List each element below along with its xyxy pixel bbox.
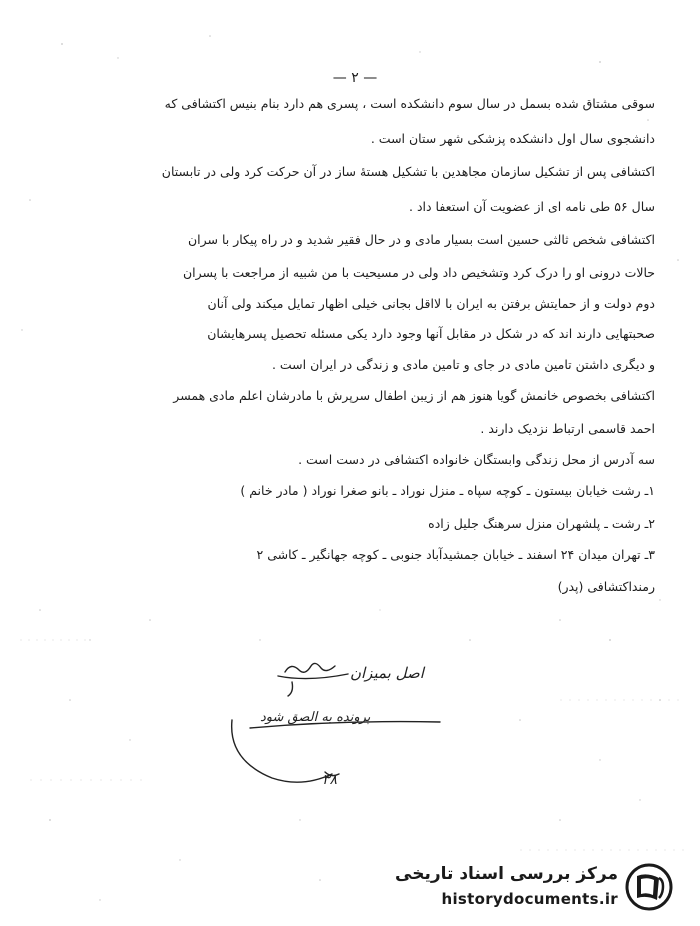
- body-line-8: صحبتهایی دارند اند که در شکل در مقابل آنها وجود دارد یکی مسئله تحصیل پسرهایشان: [207, 326, 655, 341]
- watermark-title: مرکز بررسی اسناد تاریخی: [395, 864, 618, 884]
- body-line-11: احمد قاسمی ارتباط نزدیک دارند .: [480, 421, 655, 436]
- watermark-url: historydocuments.ir: [441, 890, 618, 908]
- body-line-3: اکتشافی پس از تشکیل سازمان مجاهدین با تشکیل هستۀ ساز در آن حرکت کرد ولی در تابستان: [161, 164, 655, 179]
- body-line-16: رمنداکتشافی (پدر): [557, 579, 655, 594]
- handwritten-annotation: [230, 650, 490, 800]
- annotation-line-1: اصل بمیزان: [350, 664, 424, 682]
- address-line-1: ۱ـ رشت خیابان بیستون ـ کوچه سپاه ـ منزل نوراد ـ بانو صغرا نوراد ( مادر خانم ): [240, 483, 655, 498]
- body-line-7: دوم دولت و از حمایتش برفتن به ایران با لااقل بجانی خیلی اظهار تمایل میکند ولی آنان: [207, 296, 655, 311]
- address-line-2: ۲ـ رشت ـ پلشهران منزل سرهنگ جلیل زاده: [428, 516, 655, 531]
- book-scroll-logo-icon: [624, 862, 674, 912]
- body-line-9: و دیگری داشتن تامین مادی در جای و تامین مادی و زندگی در ایران است .: [271, 357, 655, 372]
- body-line-4: سال ۵۶ طی نامه ای از عضویت آن استعفا داد .: [409, 199, 655, 214]
- address-line-3: ۳ـ تهران میدان ۲۴ اسفند ـ خیابان جمشیدآباد جنوبی ـ کوچه جهانگیر ـ کاشی ۲: [256, 547, 655, 562]
- body-line-5: اکتشافی شخص ثالثی حسین است بسیار مادی و در حال فقیر شدید و در راه پیکار با سران: [187, 232, 655, 247]
- body-line-6: حالات درونی او را درک کرد وتشخیص داد ولی در مسیحیت با من شبیه از مراجعت با پسران: [182, 265, 655, 280]
- annotation-line-2: پرونده به الصق شود: [260, 710, 371, 725]
- body-line-12: سه آدرس از محل زندگی وابستگان خانواده اکتشافی در دست است .: [298, 452, 655, 467]
- body-line-10: اکتشافی بخصوص خانمش گویا هنوز هم از زیبن اطفال سرپرش با مادرشان اعلم مادی همسر: [173, 388, 655, 403]
- body-line-1: سوقی مشتاق شده بسمل در سال سوم دانشکده است ، پسری هم دارد بنام بنیس اکتشافی که: [164, 96, 655, 111]
- page-number: — ٢ —: [332, 70, 378, 86]
- body-line-2: دانشجوی سال اول دانشکده پزشکی شهر ستان است .: [370, 131, 655, 146]
- annotation-number: ۳۸: [322, 772, 338, 788]
- watermark: [390, 858, 680, 918]
